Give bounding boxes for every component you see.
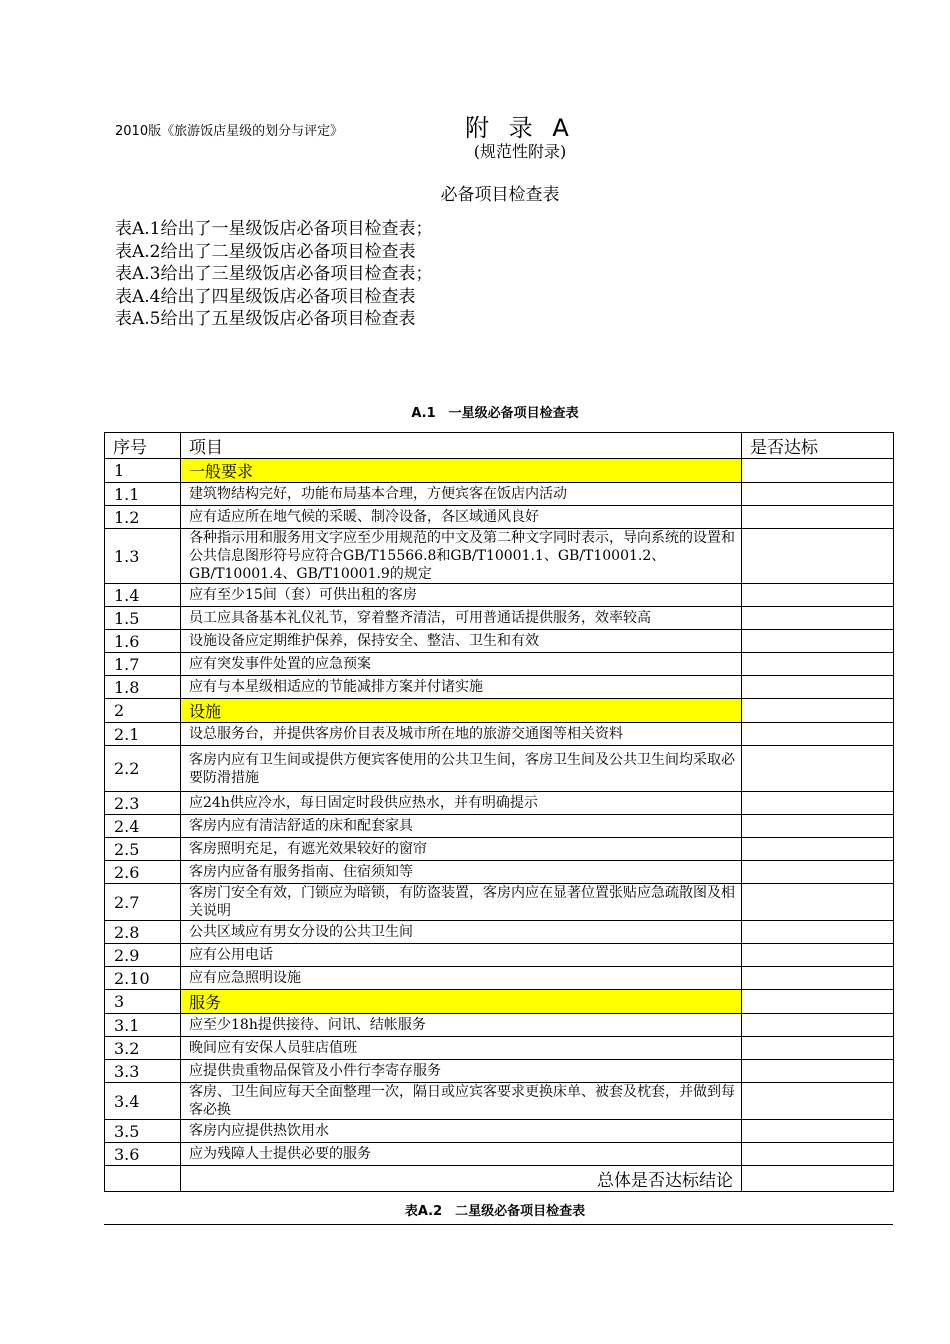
row-number: 1.4 [105,584,181,607]
table-row [105,921,894,944]
section-heading: 设施 [181,699,742,723]
row-number: 3.5 [105,1120,181,1143]
compliance-cell[interactable] [742,653,894,676]
row-number: 1.8 [105,676,181,699]
row-item: 公共区域应有男女分设的公共卫生间 [181,921,742,944]
row-item: 客房内应备有服务指南、住宿须知等 [181,861,742,884]
section-row [105,459,894,483]
conclusion-result-cell[interactable] [742,1166,894,1192]
row-number: 2.6 [105,861,181,884]
row-item: 员工应具备基本礼仪礼节，穿着整齐清洁，可用普通话提供服务，效率较高 [181,607,742,630]
compliance-cell[interactable] [742,1037,894,1060]
row-item: 客房内应有清洁舒适的床和配套家具 [181,815,742,838]
table-row [105,861,894,884]
row-item: 各种指示用和服务用文字应至少用规范的中文及第二种文字同时表示，导向系统的设置和公共信息图形符号应符合GB/T15566.8和GB/T10001.1、GB/T10001.2、GB/T10001.4、GB/T10001.9的规定 [181,529,742,584]
compliance-cell[interactable] [742,459,894,483]
row-number: 3 [105,990,181,1014]
row-item: 客房照明充足，有遮光效果较好的窗帘 [181,838,742,861]
page-divider [104,1224,893,1225]
table-row [105,506,894,529]
compliance-cell[interactable] [742,630,894,653]
column-header-no: 序号 [105,433,181,459]
row-item: 应至少18h提供接待、问讯、结帐服务 [181,1014,742,1037]
table-row [105,815,894,838]
section-heading: 一般要求 [181,459,742,483]
row-number: 1.1 [105,483,181,506]
table-row [105,630,894,653]
row-item: 应为残障人士提供必要的服务 [181,1143,742,1166]
conclusion-label: 总体是否达标结论 [181,1166,742,1192]
compliance-cell[interactable] [742,1120,894,1143]
table-row [105,653,894,676]
row-number: 3.6 [105,1143,181,1166]
compliance-cell[interactable] [742,990,894,1014]
row-item: 客房、卫生间应每天全面整理一次，隔日或应宾客要求更换床单、被套及枕套，并做到每客必换 [181,1083,742,1120]
column-header-compliance: 是否达标 [742,433,894,459]
table-row [105,1143,894,1166]
row-item: 客房内应有卫生间或提供方便宾客使用的公共卫生间，客房卫生间及公共卫生间均采取必要防滑措施 [181,746,742,792]
row-number: 3.1 [105,1014,181,1037]
row-number: 2.1 [105,723,181,746]
appendix-title: 附 录 A [465,114,575,142]
row-number: 2.7 [105,884,181,921]
table-row [105,1083,894,1120]
row-item: 应有突发事件处置的应急预案 [181,653,742,676]
checklist-title: 必备项目检查表 [440,185,560,205]
row-number: 2.2 [105,746,181,792]
row-item: 应提供贵重物品保管及小件行李寄存服务 [181,1060,742,1083]
table-row [105,967,894,990]
table-row [105,723,894,746]
compliance-cell[interactable] [742,699,894,723]
compliance-cell[interactable] [742,506,894,529]
table-row [105,529,894,584]
intro-paragraph [115,218,433,331]
row-item: 设总服务台，并提供客房价目表及城市所在地的旅游交通图等相关资料 [181,723,742,746]
conclusion-row [105,1166,894,1192]
compliance-cell[interactable] [742,792,894,815]
compliance-cell[interactable] [742,944,894,967]
checklist-table-a1 [104,432,894,1192]
section-heading: 服务 [181,990,742,1014]
section-row [105,990,894,1014]
table-row [105,792,894,815]
intro-line: 表A.3给出了三星级饭店必备项目检查表； [115,264,433,284]
table-row [105,1014,894,1037]
compliance-cell[interactable] [742,838,894,861]
table-row [105,944,894,967]
compliance-cell[interactable] [742,723,894,746]
row-item: 应有适应所在地气候的采暖、制冷设备，各区域通风良好 [181,506,742,529]
compliance-cell[interactable] [742,861,894,884]
table-row [105,1037,894,1060]
row-item: 客房门安全有效，门锁应为暗锁，有防盗装置，客房内应在显著位置张贴应急疏散图及相关说明 [181,884,742,921]
row-item: 客房内应提供热饮用水 [181,1120,742,1143]
table-row [105,1060,894,1083]
compliance-cell[interactable] [742,529,894,584]
intro-line: 表A.5给出了五星级饭店必备项目检查表 [115,309,416,329]
row-number: 1 [105,459,181,483]
row-number: 2 [105,699,181,723]
column-header-item: 项目 [181,433,742,459]
compliance-cell[interactable] [742,967,894,990]
row-number: 2.8 [105,921,181,944]
row-item: 建筑物结构完好，功能布局基本合理，方便宾客在饭店内活动 [181,483,742,506]
compliance-cell[interactable] [742,1060,894,1083]
row-item: 应24h供应冷水，每日固定时段供应热水，并有明确提示 [181,792,742,815]
row-number: 1.5 [105,607,181,630]
conclusion-blank-cell [105,1166,181,1192]
table-row [105,676,894,699]
table-row [105,584,894,607]
table-a2-caption: 表A.2 二星级必备项目检查表 [404,1204,586,1219]
row-item: 设施设备应定期维护保养，保持安全、整洁、卫生和有效 [181,630,742,653]
section-row [105,699,894,723]
row-number: 1.3 [105,529,181,584]
table-a1-caption: A.1 一星级必备项目检查表 [411,406,579,421]
row-number: 1.6 [105,630,181,653]
compliance-cell[interactable] [742,607,894,630]
edition-label: 2010版《旅游饭店星级的划分与评定》 [115,124,344,139]
row-item: 应有应急照明设施 [181,967,742,990]
compliance-cell[interactable] [742,746,894,792]
compliance-cell[interactable] [742,815,894,838]
row-number: 3.2 [105,1037,181,1060]
table-row [105,483,894,506]
compliance-cell[interactable] [742,1014,894,1037]
row-number: 3.4 [105,1083,181,1120]
compliance-cell[interactable] [742,884,894,921]
row-item: 晚间应有安保人员驻店值班 [181,1037,742,1060]
row-number: 2.3 [105,792,181,815]
table-row [105,607,894,630]
intro-line: 表A.2给出了二星级饭店必备项目检查表 [115,241,416,262]
row-number: 1.7 [105,653,181,676]
row-item: 应有公用电话 [181,944,742,967]
compliance-cell[interactable] [742,584,894,607]
intro-line: 表A.1给出了一星级饭店必备项目检查表； [115,219,433,239]
table-row [105,1120,894,1143]
compliance-cell[interactable] [742,1083,894,1120]
intro-line: 表A.4给出了四星级饭店必备项目检查表 [115,286,416,307]
table-row [105,884,894,921]
row-number: 3.3 [105,1060,181,1083]
row-number: 1.2 [105,506,181,529]
compliance-cell[interactable] [742,921,894,944]
row-number: 2.10 [105,967,181,990]
compliance-cell[interactable] [742,483,894,506]
row-number: 2.9 [105,944,181,967]
row-item: 应有至少15间（套）可供出租的客房 [181,584,742,607]
row-number: 2.4 [105,815,181,838]
row-item: 应有与本星级相适应的节能减排方案并付诸实施 [181,676,742,699]
compliance-cell[interactable] [742,1143,894,1166]
compliance-cell[interactable] [742,676,894,699]
appendix-subtitle: (规范性附录) [473,142,567,161]
table-header-row [105,433,894,459]
row-number: 2.5 [105,838,181,861]
table-row [105,746,894,792]
table-row [105,838,894,861]
